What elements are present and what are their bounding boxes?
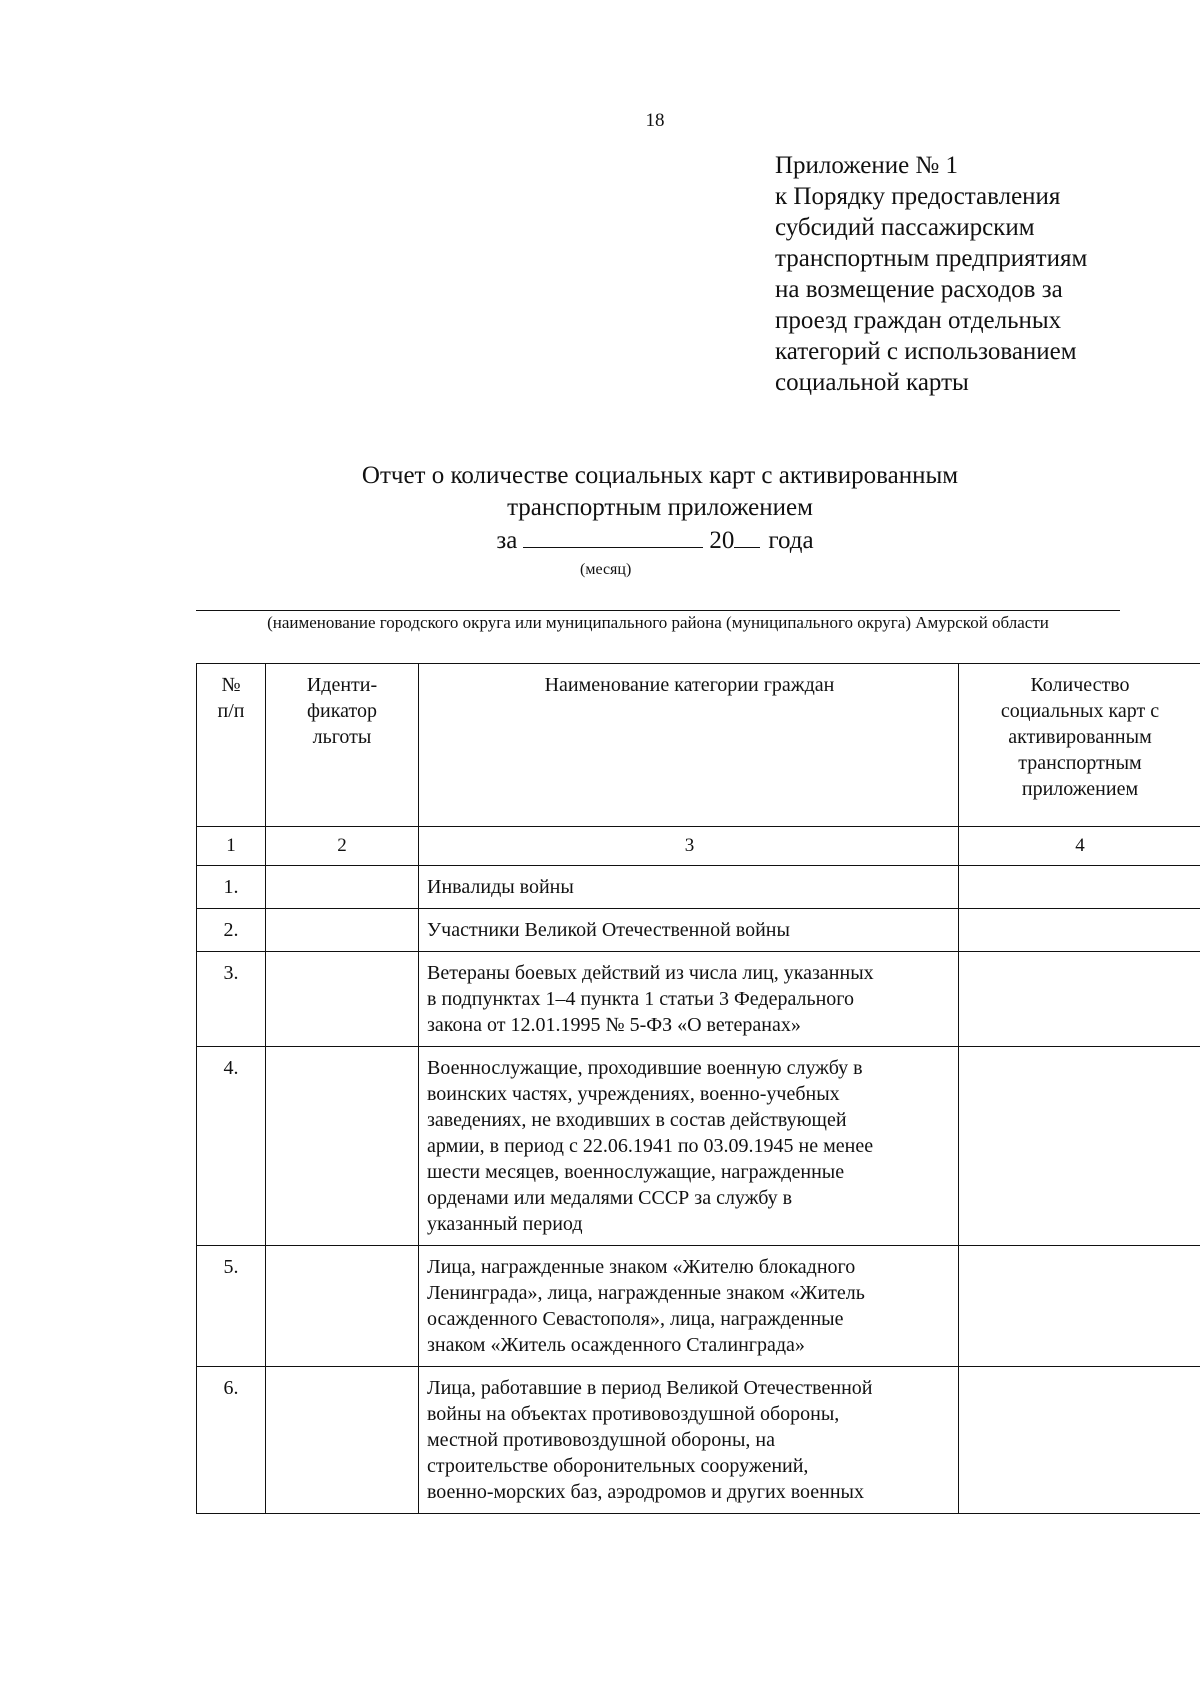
- row-count-cell[interactable]: [959, 909, 1200, 952]
- row-identifier-cell[interactable]: [266, 1246, 419, 1367]
- appendix-line: социальной карты: [775, 369, 969, 396]
- org-name-blank-field[interactable]: [196, 610, 1120, 611]
- row-identifier-cell[interactable]: [266, 1047, 419, 1246]
- appendix-line: Приложение № 1: [775, 152, 959, 179]
- appendix-line: на возмещение расходов за: [775, 276, 1063, 303]
- header-cell-category: Наименование категории граждан: [419, 664, 959, 827]
- appendix-heading: [775, 150, 1087, 398]
- column-number: 2: [266, 827, 419, 866]
- period-year-prefix: 20: [709, 527, 735, 554]
- row-category: Военнослужащие, проходившие военную службу в воинских частях, учреждениях, военно-учебных заведениях, не входивших в состав действующей армии, в период с 22.06.1941 по 03.09.1945 не менее шести месяцев, военнослужащие, награжденные орденами или медалями СССР за службу в указанный период: [419, 1047, 959, 1246]
- appendix-line: субсидий пассажирским: [775, 214, 1035, 241]
- row-category: Ветераны боевых действий из числа лиц, указанных в подпунктах 1–4 пункта 1 статьи 3 Федерального закона от 12.01.1995 № 5-ФЗ «О ветеранах»: [419, 952, 959, 1047]
- appendix-line: проезд граждан отдельных: [775, 307, 1062, 334]
- page-number: 18: [645, 110, 665, 131]
- table-row: [197, 909, 1200, 952]
- period-suffix: года: [768, 527, 814, 554]
- row-count-cell[interactable]: [959, 866, 1200, 909]
- org-caption: (наименование городского округа или муниципального района (муниципального округа) Амурской области: [267, 613, 1049, 632]
- report-table: [196, 663, 1200, 1514]
- table-row: [197, 1047, 1200, 1246]
- header-cell-identifier: Иденти- фикатор льготы: [266, 664, 419, 827]
- row-count-cell[interactable]: [959, 1367, 1200, 1514]
- report-title: [160, 460, 1160, 524]
- column-number: 1: [197, 827, 266, 866]
- month-caption: (месяц): [580, 561, 632, 578]
- report-title-line: Отчет о количестве социальных карт с активированным: [361, 462, 959, 489]
- row-count-cell[interactable]: [959, 1246, 1200, 1367]
- appendix-line: к Порядку предоставления: [775, 183, 1061, 210]
- year-blank-field[interactable]: [734, 525, 760, 548]
- appendix-line: категорий с использованием: [775, 338, 1077, 365]
- table-row: [197, 952, 1200, 1047]
- row-identifier-cell[interactable]: [266, 866, 419, 909]
- period-prefix: за: [496, 527, 518, 554]
- row-identifier-cell[interactable]: [266, 909, 419, 952]
- table-row: [197, 866, 1200, 909]
- report-period: [0, 525, 1200, 555]
- column-number: 4: [959, 827, 1200, 866]
- row-number: 6.: [197, 1367, 266, 1514]
- row-number: 5.: [197, 1246, 266, 1367]
- month-blank-field[interactable]: [523, 525, 703, 548]
- row-number: 1.: [197, 866, 266, 909]
- table-row: [197, 1367, 1200, 1514]
- table-row: [197, 1246, 1200, 1367]
- header-cell-number: № п/п: [197, 664, 266, 827]
- appendix-line: транспортным предприятиям: [775, 245, 1088, 272]
- column-number: 3: [419, 827, 959, 866]
- column-number-row: [197, 827, 1200, 866]
- row-category: Лица, работавшие в период Великой Отечественной войны на объектах противовоздушной обороны, местной противовоздушной обороны, на строительстве оборонительных сооружений, военно-морских баз, аэродромов и других военных: [419, 1367, 959, 1514]
- row-identifier-cell[interactable]: [266, 952, 419, 1047]
- row-count-cell[interactable]: [959, 952, 1200, 1047]
- row-identifier-cell[interactable]: [266, 1367, 419, 1514]
- row-category: Участники Великой Отечественной войны: [419, 909, 959, 952]
- report-title-line: транспортным приложением: [507, 494, 813, 521]
- row-number: 2.: [197, 909, 266, 952]
- row-number: 3.: [197, 952, 266, 1047]
- row-number: 4.: [197, 1047, 266, 1246]
- header-cell-count: Количество социальных карт с активированным транспортным приложением: [959, 664, 1200, 827]
- table-header-row: [197, 664, 1200, 827]
- row-count-cell[interactable]: [959, 1047, 1200, 1246]
- row-category: Лица, награжденные знаком «Жителю блокадного Ленинграда», лица, награжденные знаком «Житель осажденного Севастополя», лица, награжденные знаком «Житель осажденного Сталинграда»: [419, 1246, 959, 1367]
- row-category: Инвалиды войны: [419, 866, 959, 909]
